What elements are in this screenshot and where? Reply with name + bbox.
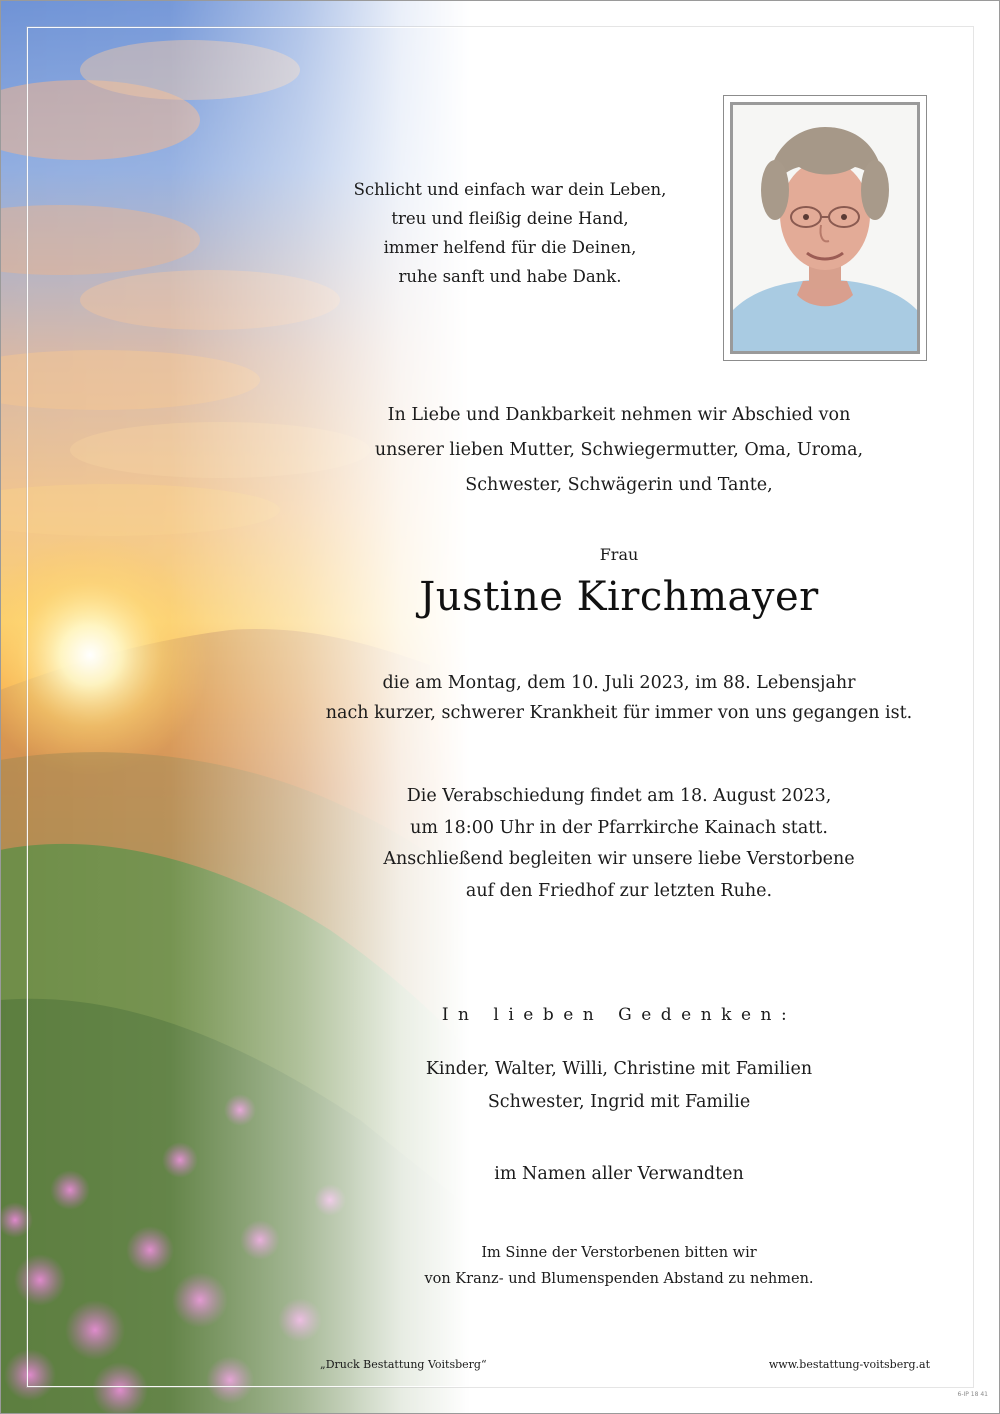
poem [300,175,720,291]
farewell-intro [300,398,938,503]
memory-heading: In lieben Gedenken: [441,1005,797,1025]
intro-line: unserer lieben Mutter, Schwiegermutter, Oma, Uroma, [374,440,864,460]
poem-line: immer helfend für die Deinen, [383,238,637,257]
intro-line: In Liebe und Dankbarkeit nehmen wir Abschied von [387,405,851,425]
donation-wish [300,1240,938,1292]
printer-credit: „Druck Bestattung Voitsberg“ [320,1358,487,1371]
document-code: 6-IP 18 41 [957,1391,988,1398]
deceased-name: Justine Kirchmayer [419,574,819,620]
poem-line: ruhe sanft und habe Dank. [398,267,622,286]
mourner-line: Schwester, Ingrid mit Familie [487,1092,751,1112]
website-link[interactable]: www.bestattung-voitsberg.at [768,1358,930,1371]
portrait-photo [730,102,920,354]
ceremony-line: Die Verabschiedung findet am 18. August 2023, [406,786,832,806]
wish-line: Im Sinne der Verstorbenen bitten wir [481,1245,757,1261]
ceremony-line: um 18:00 Uhr in der Pfarrkirche Kainach statt. [410,817,828,838]
mourner-line: Kinder, Walter, Willi, Christine mit Familien [425,1059,813,1079]
ceremony-details [300,781,938,907]
poem-line: Schlicht und einfach war dein Leben, [353,180,667,199]
portrait-frame [723,95,927,361]
death-notice [300,668,938,728]
behalf-line: im Namen aller Verwandten [494,1164,744,1184]
death-line: die am Montag, dem 10. Juli 2023, im 88. Lebensjahr [382,673,856,693]
salutation: Frau [599,545,639,564]
mourners-list [300,1053,938,1119]
ceremony-line: Anschließend begleiten wir unsere liebe Verstorbene [383,849,855,869]
poem-line: treu und fleißig deine Hand, [391,209,629,228]
death-line: nach kurzer, schwerer Krankheit für immer von uns gegangen ist. [325,703,913,723]
wish-line: von Kranz- und Blumenspenden Abstand zu nehmen. [424,1271,814,1287]
ceremony-line: auf den Friedhof zur letzten Ruhe. [465,880,773,901]
intro-line: Schwester, Schwägerin und Tante, [465,475,773,495]
